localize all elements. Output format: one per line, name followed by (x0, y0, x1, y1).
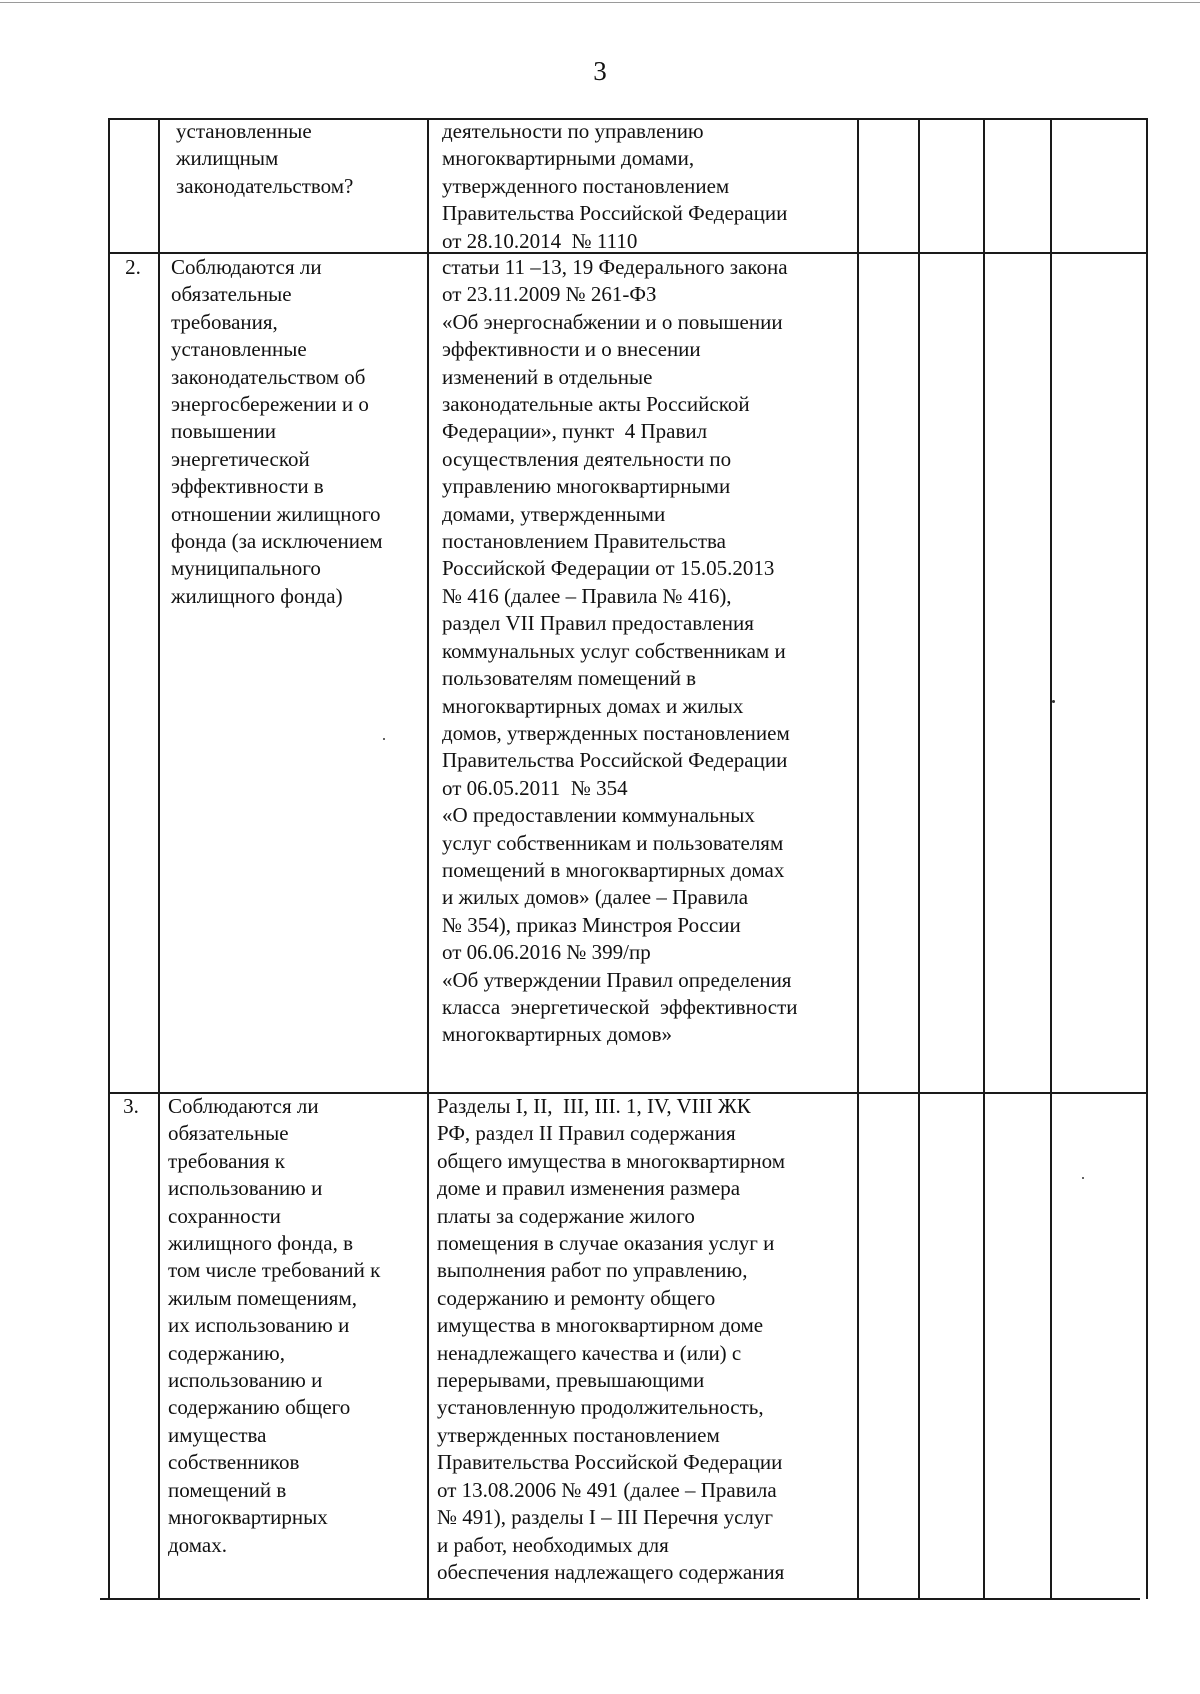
table-right-border (1146, 118, 1148, 1599)
column-divider (427, 118, 429, 1599)
requirement-cell: установленные жилищным законодательством? (176, 119, 354, 198)
requirement-cell: Соблюдаются ли обязательные требования, установленные законодательством об энергосбережении и о повышении энергетической эффективности в отношении жилищного фонда (за исключением муниципального жилищного фонда) (171, 255, 383, 608)
row-number: 3. (123, 1094, 139, 1118)
column-divider (1050, 118, 1052, 1599)
column-divider (857, 118, 859, 1599)
scan-edge-line (0, 2, 1200, 3)
legal-basis-cell: деятельности по управлению многоквартирными домами, утвержденного постановлением Правительства Российской Федерации от 28.10.2014 № 1110 (442, 119, 788, 253)
requirement-cell: Соблюдаются ли обязательные требования к использованию и сохранности жилищного фонда, в том числе требований к жилым помещениям, их использованию и содержанию, использованию и содержанию общего имущества собственников помещений в многоквартирных домах. (168, 1094, 381, 1557)
page-number: 3 (593, 56, 607, 86)
table-left-border (108, 118, 110, 1599)
scan-speck (1052, 700, 1055, 703)
column-divider (983, 118, 985, 1599)
scan-speck (1082, 1177, 1084, 1179)
column-divider (918, 118, 920, 1599)
column-divider (158, 118, 160, 1599)
row-number: 2. (125, 255, 141, 279)
legal-basis-cell: статьи 11 –13, 19 Федерального закона от 23.11.2009 № 261-ФЗ «Об энергоснабжении и о повышении эффективности и о внесении изменений в отдельные законодательные акты Российской Федерации», пункт 4 Правил осуществления деятельности по управлению многоквартирными домами, утвержденными постановлением Правительства Российской Федерации от 15.05.2013 № 416 (далее – Правила № 416), раздел VII Правил предоставления коммунальных услуг собственникам и пользователям помещений в многоквартирных домах и жилых домов, утвержденных постановлением Правительства Российской Федерации от 06.05.2011 № 354 «О предоставлении коммунальных услуг собственникам и пользователям помещений в многоквартирных домах и жилых домов» (далее – Правила № 354), приказ Минстроя России от 06.06.2016 № 399/пр «Об утверждении Правил определения класса энергетической эффективности многоквартирных домов» (442, 255, 798, 1047)
legal-basis-cell: Разделы I, II, III, III. 1, IV, VIII ЖК РФ, раздел II Правил содержания общего имущества в многоквартирном доме и правил изменения размера платы за содержание жилого помещения в случае оказания услуг и выполнения работ по управлению, содержанию и ремонту общего имущества в многоквартирном доме ненадлежащего качества и (или) с перерывами, превышающими установленную продолжительность, утвержденных постановлением Правительства Российской Федерации от 13.08.2006 № 491 (далее – Правила № 491), разделы I – III Перечня услуг и работ, необходимых для обеспечения надлежащего содержания (437, 1094, 785, 1584)
scan-speck (383, 738, 385, 740)
